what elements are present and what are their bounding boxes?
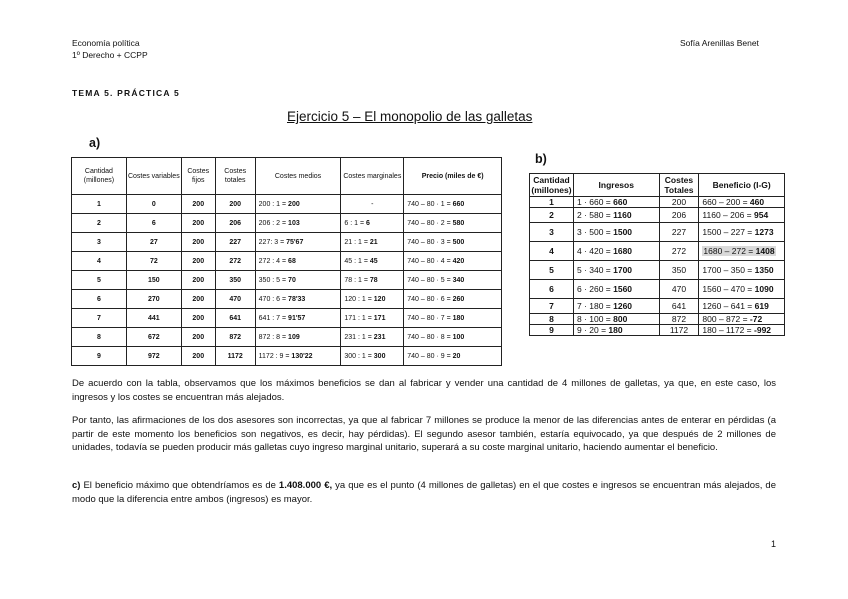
- table-cell: 7: [72, 309, 127, 328]
- table-cell: 660 – 200 = 460: [699, 197, 785, 208]
- table-cell: 7 · 180 = 1260: [573, 299, 659, 314]
- table-cell: 200: [215, 195, 255, 214]
- table-cell: 800 – 872 = -72: [699, 314, 785, 325]
- table-cell: 740 – 80 · 6 = 260: [404, 290, 502, 309]
- table-cell: 21 : 1 = 21: [341, 233, 404, 252]
- course-group: 1º Derecho + CCPP: [72, 50, 148, 60]
- author-name: Sofía Arenillas Benet: [680, 38, 759, 48]
- table-cell: 200: [181, 214, 215, 233]
- table-cell: 8: [72, 328, 127, 347]
- table-row: [72, 290, 502, 309]
- table-cell: 2 · 580 = 1160: [573, 208, 659, 223]
- table-cell: 740 – 80 · 9 = 20: [404, 347, 502, 366]
- table-cell: 1260 – 641 = 619: [699, 299, 785, 314]
- table-cell: 672: [126, 328, 181, 347]
- table-cell: 3: [530, 223, 574, 242]
- table-cell: 200 : 1 = 200: [255, 195, 341, 214]
- table-cell: 1172: [659, 325, 699, 336]
- table-header-row: [72, 158, 502, 195]
- table-cell: 200: [181, 233, 215, 252]
- table-cell: -: [341, 195, 404, 214]
- table-cell: 872 : 8 = 109: [255, 328, 341, 347]
- table-cell: 740 – 80 · 5 = 340: [404, 271, 502, 290]
- table-cell: 270: [126, 290, 181, 309]
- table-cell: 171 : 1 = 171: [341, 309, 404, 328]
- table-row: [530, 242, 785, 261]
- table-cell: 6: [126, 214, 181, 233]
- table-cell: 350 : 5 = 70: [255, 271, 341, 290]
- profit-table: [529, 173, 785, 336]
- table-cell: 740 – 80 · 8 = 100: [404, 328, 502, 347]
- table-row: [530, 197, 785, 208]
- table-cell: 7: [530, 299, 574, 314]
- table-cell: 641: [659, 299, 699, 314]
- table-cell: 200: [181, 347, 215, 366]
- table-cell: 6 : 1 = 6: [341, 214, 404, 233]
- table-cell: 470: [659, 280, 699, 299]
- table-cell: 200: [181, 328, 215, 347]
- table-cell: 4: [72, 252, 127, 271]
- table-cell: 206 : 2 = 103: [255, 214, 341, 233]
- paragraph-advisors: Por tanto, las afirmaciones de los dos asesores son incorrectas, ya que al fabricar 7 millones se produce la menor de las diferencias antes de enterar en pérdidas (a partir de este momento los beneficios son negativos, es decir, hay pérdidas). El segundo asesor también, estaría equivocado, ya que después de 2 millones de unidades, todavía se pueden producir más galletas cuyo ingreso marginal unitario, superará a su coste marginal unitario, haciendo aumentar el beneficio.: [72, 415, 776, 453]
- table-cell: 227: [659, 223, 699, 242]
- table-cell: 9 · 20 = 180: [573, 325, 659, 336]
- table-cell: 300 : 1 = 300: [341, 347, 404, 366]
- section-title: TEMA 5. PRÁCTICA 5: [72, 88, 180, 98]
- table-cell: 231 : 1 = 231: [341, 328, 404, 347]
- header-left: [72, 37, 148, 61]
- table-cell: 740 – 80 · 2 = 580: [404, 214, 502, 233]
- table-cell: 206: [215, 214, 255, 233]
- table-row: [530, 223, 785, 242]
- table-row: [72, 214, 502, 233]
- column-header: Costes totales: [215, 158, 255, 195]
- table-cell: 2: [530, 208, 574, 223]
- text-c-b: ya que es el punto (4 millones de galletas) en el que costes e ingresos se encuentran más alejados, de modo que la diferencia entre ambos (ingresos) es mayor.: [72, 480, 776, 505]
- table-cell: 272: [215, 252, 255, 271]
- table-cell: 227: 3 = 75'67: [255, 233, 341, 252]
- table-cell: 72: [126, 252, 181, 271]
- table-cell: 1: [72, 195, 127, 214]
- table-cell: 9: [72, 347, 127, 366]
- table-cell: 1 · 660 = 660: [573, 197, 659, 208]
- table-cell: 6 · 260 = 1560: [573, 280, 659, 299]
- table-cell: 350: [215, 271, 255, 290]
- table-row: [72, 195, 502, 214]
- table-cell: 740 – 80 · 1 = 660: [404, 195, 502, 214]
- table-row: [530, 261, 785, 280]
- table-row: [530, 280, 785, 299]
- table-row: [72, 309, 502, 328]
- column-header: Costes medios: [255, 158, 341, 195]
- column-header: Costes fijos: [181, 158, 215, 195]
- table-cell: 78 : 1 = 78: [341, 271, 404, 290]
- column-header: Beneficio (I-G): [699, 174, 785, 197]
- label-b: b): [535, 152, 547, 166]
- table-row: [530, 299, 785, 314]
- column-header: Costes variables: [126, 158, 181, 195]
- table-cell: 350: [659, 261, 699, 280]
- label-a: a): [89, 136, 101, 150]
- column-header: Cantidad (millones): [72, 158, 127, 195]
- table-cell: 45 : 1 = 45: [341, 252, 404, 271]
- text-c-a: El beneficio máximo que obtendríamos es de: [80, 480, 279, 491]
- table-cell: 272: [659, 242, 699, 261]
- exercise-title: Ejercicio 5 – El monopolio de las galletas: [287, 109, 533, 124]
- table-cell: 972: [126, 347, 181, 366]
- table-cell: 200: [181, 271, 215, 290]
- table-cell: 27: [126, 233, 181, 252]
- table-row: [72, 271, 502, 290]
- column-header: Costes Totales: [659, 174, 699, 197]
- column-header: Costes marginales: [341, 158, 404, 195]
- table-cell: 470 : 6 = 78'33: [255, 290, 341, 309]
- table-row: [530, 325, 785, 336]
- table-cell: 1160 – 206 = 954: [699, 208, 785, 223]
- table-cell: 8 · 100 = 800: [573, 314, 659, 325]
- table-cell: 1172: [215, 347, 255, 366]
- table-cell: 3: [72, 233, 127, 252]
- table-cell: 5 · 340 = 1700: [573, 261, 659, 280]
- table-cell: 200: [181, 252, 215, 271]
- table-cell: 120 : 1 = 120: [341, 290, 404, 309]
- table-cell: 1560 – 470 = 1090: [699, 280, 785, 299]
- paragraph-c: [72, 479, 776, 506]
- table-cell: 470: [215, 290, 255, 309]
- table-row: [530, 208, 785, 223]
- table-cell: 0: [126, 195, 181, 214]
- table-cell: 4 · 420 = 1680: [573, 242, 659, 261]
- table-cell: 641 : 7 = 91'57: [255, 309, 341, 328]
- table-header-row: [530, 174, 785, 197]
- table-cell: 200: [659, 197, 699, 208]
- table-cell: 180 – 1172 = -992: [699, 325, 785, 336]
- table-cell: 1500 – 227 = 1273: [699, 223, 785, 242]
- table-cell: 740 – 80 · 4 = 420: [404, 252, 502, 271]
- table-cell: 872: [659, 314, 699, 325]
- table-cell: 1172 : 9 = 130'22: [255, 347, 341, 366]
- table-cell: 740 – 80 · 3 = 500: [404, 233, 502, 252]
- table-row: [72, 328, 502, 347]
- table-cell: 3 · 500 = 1500: [573, 223, 659, 242]
- table-cell: 9: [530, 325, 574, 336]
- table-cell: 6: [72, 290, 127, 309]
- table-cell: 1680 – 272 = 1408: [699, 242, 785, 261]
- table-cell: 740 – 80 · 7 = 180: [404, 309, 502, 328]
- max-profit: 1.408.000 €,: [278, 480, 333, 491]
- table-cell: 227: [215, 233, 255, 252]
- table-cell: 2: [72, 214, 127, 233]
- paragraph-conclusion: De acuerdo con la tabla, observamos que los máximos beneficios se dan al fabricar y vender una cantidad de 4 millones de galletas, ya que, en este caso, los ingresos y los costes se encuentran más alejados.: [72, 378, 776, 403]
- cost-table: [71, 157, 502, 366]
- table-cell: 200: [181, 309, 215, 328]
- table-cell: 272 : 4 = 68: [255, 252, 341, 271]
- table-row: [530, 314, 785, 325]
- table-cell: 150: [126, 271, 181, 290]
- table-cell: 6: [530, 280, 574, 299]
- table-row: [72, 252, 502, 271]
- column-header: Precio (miles de €): [404, 158, 502, 195]
- table-cell: 1: [530, 197, 574, 208]
- label-c: c): [72, 480, 81, 491]
- table-cell: 5: [530, 261, 574, 280]
- column-header: Ingresos: [573, 174, 659, 197]
- table-cell: 1700 – 350 = 1350: [699, 261, 785, 280]
- table-cell: 8: [530, 314, 574, 325]
- table-row: [72, 347, 502, 366]
- table-cell: 441: [126, 309, 181, 328]
- table-cell: 200: [181, 195, 215, 214]
- table-row: [72, 233, 502, 252]
- course-name: Economía política: [72, 38, 140, 48]
- page-number: 1: [771, 539, 777, 549]
- table-cell: 200: [181, 290, 215, 309]
- column-header: Cantidad (millones): [531, 175, 572, 195]
- table-cell: 4: [530, 242, 574, 261]
- table-cell: 641: [215, 309, 255, 328]
- table-cell: 5: [72, 271, 127, 290]
- table-cell: 206: [659, 208, 699, 223]
- table-cell: 872: [215, 328, 255, 347]
